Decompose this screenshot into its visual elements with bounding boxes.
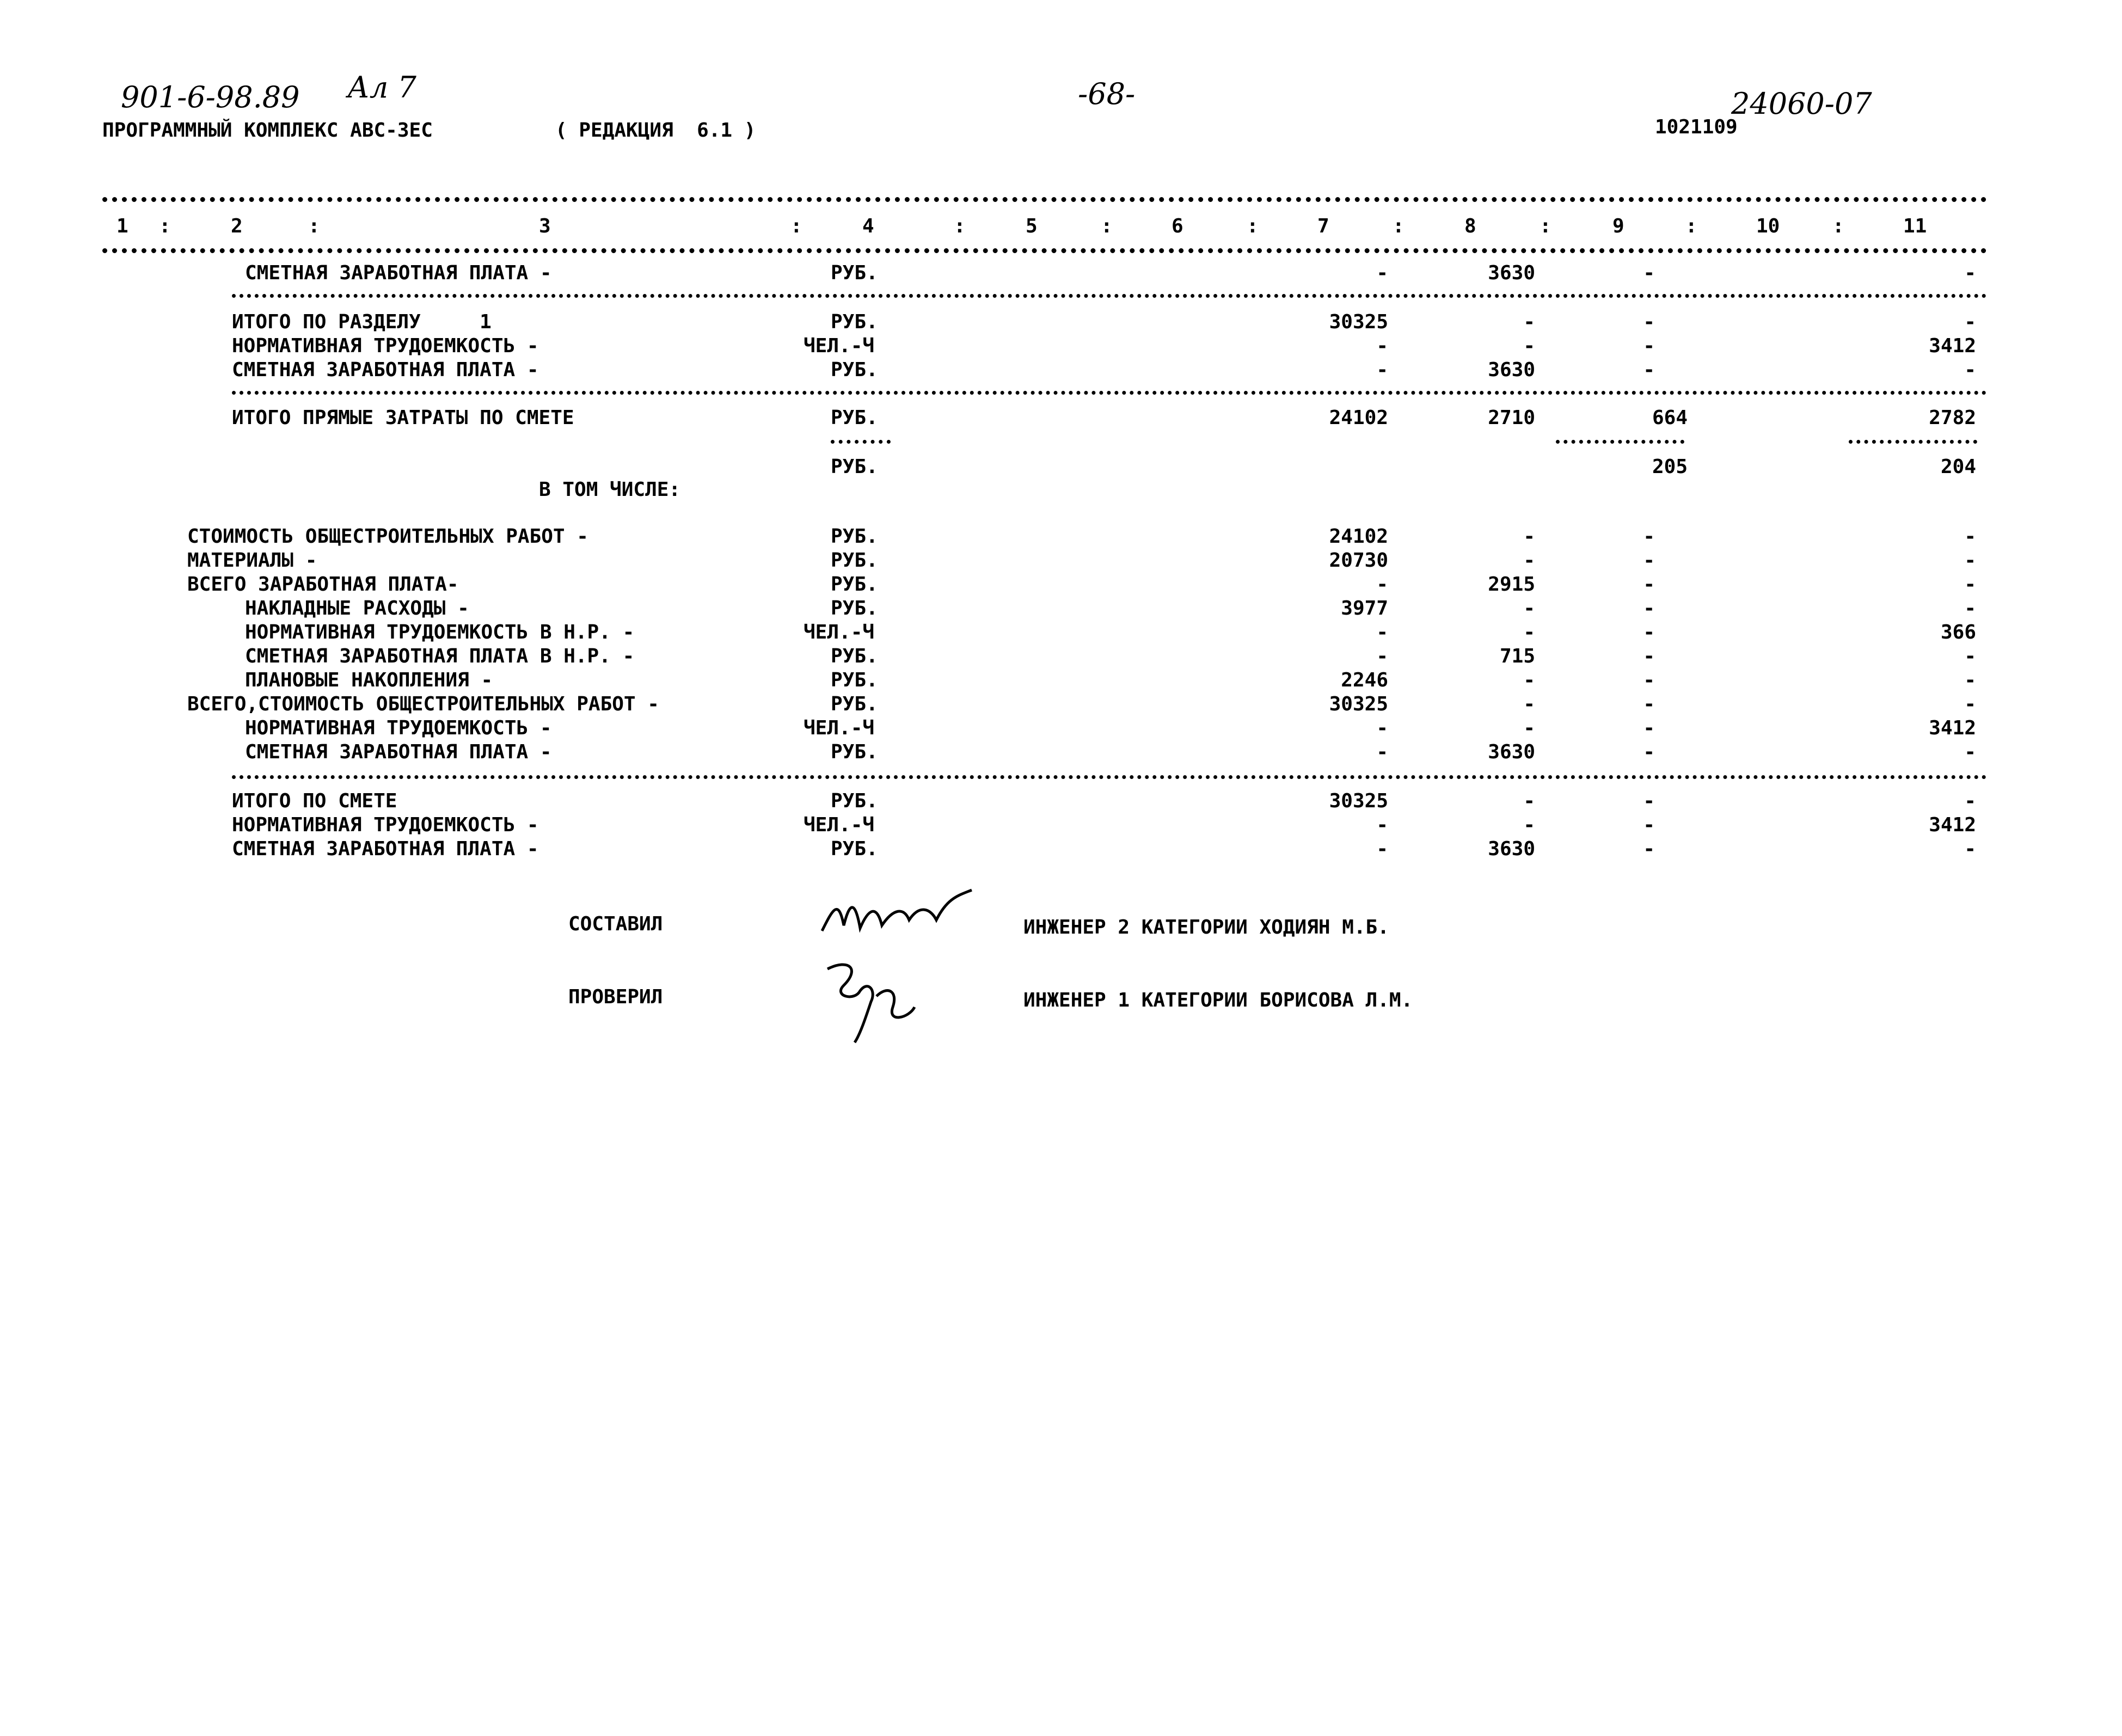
cell-col7: 30325 (1329, 790, 1388, 812)
handwritten-doc-number: 24060-07 (1731, 87, 1872, 121)
handwritten-code: 901-6-98.89 (121, 80, 300, 114)
row-unit: РУБ. (831, 456, 878, 478)
cell-col8: 3630 (1488, 359, 1535, 381)
cell-col11: 204 (1940, 456, 1976, 478)
cell-col9: - (1643, 838, 1655, 860)
header-bottom-rule (102, 248, 1987, 253)
row-unit: РУБ. (831, 645, 878, 667)
sub-rule (1556, 440, 1684, 444)
cell-col7: 20730 (1329, 549, 1388, 572)
row-label: ИТОГО ПРЯМЫЕ ЗАТРАТЫ ПО СМЕТЕ (232, 407, 574, 429)
cell-col11: - (1964, 262, 1976, 284)
cell-col8: - (1523, 717, 1535, 739)
cell-col7: - (1376, 262, 1388, 284)
row-unit: ЧЕЛ.-Ч (804, 717, 875, 739)
row-label: МАТЕРИАЛЫ - (187, 549, 317, 572)
cell-col9: - (1643, 335, 1655, 357)
cell-col11: - (1964, 549, 1976, 572)
row-unit: РУБ. (831, 573, 878, 596)
row-label: СМЕТНАЯ ЗАРАБОТНАЯ ПЛАТА - (245, 741, 552, 763)
cell-col7: 30325 (1329, 311, 1388, 333)
row-unit: РУБ. (831, 790, 878, 812)
cell-col11: - (1964, 693, 1976, 715)
cell-col8: - (1523, 597, 1535, 619)
cell-col9: 664 (1652, 407, 1688, 429)
sub-rule (831, 440, 891, 444)
cell-col7: - (1376, 717, 1388, 739)
cell-col9: - (1643, 621, 1655, 643)
row-label: НАКЛАДНЫЕ РАСХОДЫ - (245, 597, 469, 619)
header-top-rule (102, 197, 1987, 202)
cell-col7: - (1376, 621, 1388, 643)
row-label: СМЕТНАЯ ЗАРАБОТНАЯ ПЛАТА - (245, 262, 552, 284)
cell-col11: 3412 (1929, 814, 1976, 836)
cell-col11: 366 (1940, 621, 1976, 643)
col-11: 11 (1903, 215, 1927, 237)
cell-col7: - (1376, 645, 1388, 667)
cell-col7: - (1376, 838, 1388, 860)
cell-col9: - (1643, 814, 1655, 836)
cell-col9: - (1643, 262, 1655, 284)
col-7: 7 (1317, 215, 1329, 237)
handwritten-sheet: Ал 7 (347, 70, 416, 105)
checked-signature (817, 947, 925, 1045)
col-2: 2 (231, 215, 243, 237)
row-label: СТОИМОСТЬ ОБЩЕСТРОИТЕЛЬНЫХ РАБОТ - (187, 525, 588, 548)
row-unit: РУБ. (831, 741, 878, 763)
cell-col7: - (1376, 741, 1388, 763)
cell-col8: 2710 (1488, 407, 1535, 429)
row-unit: РУБ. (831, 549, 878, 572)
row-label: НОРМАТИВНАЯ ТРУДОЕМКОСТЬ - (245, 717, 552, 739)
cell-col7: - (1376, 573, 1388, 596)
cell-col9: 205 (1652, 456, 1688, 478)
cell-col11: - (1964, 525, 1976, 548)
row-unit: ЧЕЛ.-Ч (804, 335, 875, 357)
col-6: 6 (1172, 215, 1183, 237)
cell-col11: 2782 (1929, 407, 1976, 429)
col-9: 9 (1612, 215, 1624, 237)
subsection-heading: В ТОМ ЧИСЛЕ: (539, 479, 681, 501)
row-unit: РУБ. (831, 838, 878, 860)
cell-col9: - (1643, 669, 1655, 691)
col-sep: : (159, 215, 171, 237)
cell-col7: 2246 (1341, 669, 1388, 691)
cell-col11: - (1964, 790, 1976, 812)
row-unit: ЧЕЛ.-Ч (804, 814, 875, 836)
cell-col7: - (1376, 335, 1388, 357)
cell-col7: - (1376, 814, 1388, 836)
row-label: СМЕТНАЯ ЗАРАБОТНАЯ ПЛАТА - (232, 359, 539, 381)
compiled-label: СОСТАВИЛ (568, 913, 663, 935)
col-sep: : (1540, 215, 1551, 237)
cell-col8: 715 (1499, 645, 1535, 667)
program-title: ПРОГРАММНЫЙ КОМПЛЕКС АВС-ЗЕС (102, 119, 433, 142)
col-sep: : (308, 215, 320, 237)
row-label: НОРМАТИВНАЯ ТРУДОЕМКОСТЬ В Н.Р. - (245, 621, 635, 643)
row-label: НОРМАТИВНАЯ ТРУДОЕМКОСТЬ - (232, 814, 539, 836)
row-unit: РУБ. (831, 262, 878, 284)
cell-col8: - (1523, 311, 1535, 333)
cell-col11: - (1964, 838, 1976, 860)
cell-col11: - (1964, 311, 1976, 333)
col-sep: : (1247, 215, 1259, 237)
col-sep: : (790, 215, 802, 237)
checked-by: ИНЖЕНЕР 1 КАТЕГОРИИ БОРИСОВА Л.М. (1023, 989, 1413, 1011)
cell-col9: - (1643, 693, 1655, 715)
section-rule (232, 391, 1987, 395)
cell-col9: - (1643, 311, 1655, 333)
cell-col9: - (1643, 525, 1655, 548)
col-sep: : (1685, 215, 1697, 237)
cell-col7: 24102 (1329, 525, 1388, 548)
cell-col11: 3412 (1929, 717, 1976, 739)
row-label: НОРМАТИВНАЯ ТРУДОЕМКОСТЬ - (232, 335, 539, 357)
row-label: ИТОГО ПО РАЗДЕЛУ 1 (232, 311, 492, 333)
col-8: 8 (1464, 215, 1476, 237)
row-label: СМЕТНАЯ ЗАРАБОТНАЯ ПЛАТА - (232, 838, 539, 860)
cell-col11: - (1964, 669, 1976, 691)
cell-col9: - (1643, 359, 1655, 381)
row-label: СМЕТНАЯ ЗАРАБОТНАЯ ПЛАТА В Н.Р. - (245, 645, 635, 667)
col-4: 4 (862, 215, 874, 237)
cell-col9: - (1643, 717, 1655, 739)
cell-col7: 24102 (1329, 407, 1388, 429)
cell-col8: - (1523, 693, 1535, 715)
cell-col8: - (1523, 814, 1535, 836)
row-unit: РУБ. (831, 597, 878, 619)
cell-col11: - (1964, 573, 1976, 596)
row-label: ВСЕГО,СТОИМОСТЬ ОБЩЕСТРОИТЕЛЬНЫХ РАБОТ - (187, 693, 659, 715)
cell-col8: 3630 (1488, 262, 1535, 284)
col-sep: : (1832, 215, 1844, 237)
document-id: 1021109 (1655, 116, 1738, 138)
cell-col11: - (1964, 645, 1976, 667)
cell-col8: - (1523, 549, 1535, 572)
cell-col7: - (1376, 359, 1388, 381)
col-5: 5 (1026, 215, 1038, 237)
section-rule (232, 294, 1987, 298)
checked-label: ПРОВЕРИЛ (568, 986, 663, 1008)
row-unit: РУБ. (831, 311, 878, 333)
cell-col7: 30325 (1329, 693, 1388, 715)
cell-col9: - (1643, 741, 1655, 763)
cell-col11: 3412 (1929, 335, 1976, 357)
row-unit: РУБ. (831, 525, 878, 548)
col-sep: : (1101, 215, 1113, 237)
row-unit: ЧЕЛ.-Ч (804, 621, 875, 643)
cell-col9: - (1643, 573, 1655, 596)
cell-col8: - (1523, 621, 1535, 643)
sub-rule (1849, 440, 1977, 444)
row-label: ПЛАНОВЫЕ НАКОПЛЕНИЯ - (245, 669, 493, 691)
row-label: ВСЕГО ЗАРАБОТНАЯ ПЛАТА- (187, 573, 459, 596)
col-sep: : (954, 215, 966, 237)
cell-col8: - (1523, 525, 1535, 548)
cell-col7: 3977 (1341, 597, 1388, 619)
cell-col8: 3630 (1488, 838, 1535, 860)
compiled-by: ИНЖЕНЕР 2 КАТЕГОРИИ ХОДИЯН М.Б. (1023, 916, 1389, 938)
col-3: 3 (539, 215, 551, 237)
cell-col9: - (1643, 597, 1655, 619)
row-unit: РУБ. (831, 693, 878, 715)
cell-col8: - (1523, 335, 1535, 357)
cell-col8: - (1523, 669, 1535, 691)
cell-col9: - (1643, 790, 1655, 812)
cell-col9: - (1643, 549, 1655, 572)
row-unit: РУБ. (831, 407, 878, 429)
col-1: 1 (116, 215, 128, 237)
compiled-signature (817, 887, 980, 947)
cell-col8: - (1523, 790, 1535, 812)
cell-col9: - (1643, 645, 1655, 667)
row-unit: РУБ. (831, 669, 878, 691)
cell-col11: - (1964, 597, 1976, 619)
cell-col8: 3630 (1488, 741, 1535, 763)
section-rule (232, 775, 1987, 779)
edition-label: ( РЕДАКЦИЯ 6.1 ) (555, 119, 756, 142)
cell-col11: - (1964, 359, 1976, 381)
cell-col11: - (1964, 741, 1976, 763)
row-unit: РУБ. (831, 359, 878, 381)
cell-col8: 2915 (1488, 573, 1535, 596)
col-sep: : (1393, 215, 1405, 237)
row-label: ИТОГО ПО СМЕТЕ (232, 790, 397, 812)
handwritten-page-number: -68- (1078, 77, 1136, 111)
col-10: 10 (1756, 215, 1780, 237)
